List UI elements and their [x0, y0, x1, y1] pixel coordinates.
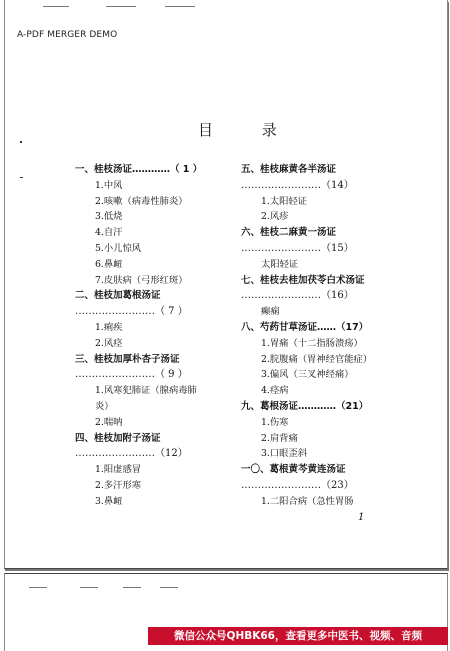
toc-sub-entry: 1.二阳合病（急性胃肠 [261, 495, 354, 507]
toc-sub-entry: 1.中风 [95, 179, 123, 191]
toc-sub-entry: 6.鼻衄 [95, 258, 123, 270]
toc-sub-entry: 1.阳虚感冒 [95, 464, 142, 476]
toc-chapter-entry: 四、桂枝加附子汤证 [75, 432, 161, 444]
toc-sub-entry: 3.低烧 [95, 211, 123, 223]
toc-sub-entry: 癫痫 [261, 306, 280, 318]
toc-sub-entry: 2.喘呐 [95, 416, 123, 428]
top-rule [106, 6, 136, 7]
watermark-text: A-PDF MERGER DEMO [17, 30, 118, 40]
toc-sub-entry: 3.口眼歪斜 [261, 448, 308, 460]
toc-page-leader: ……………………（ 9 ） [75, 369, 188, 381]
toc-sub-entry: 1.痢疾 [95, 321, 123, 333]
toc-page-leader: ……………………（23） [241, 479, 354, 491]
toc-sub-entry: 3.偏风（三叉神经痛） [261, 369, 354, 381]
toc-sub-entry: 2.肩背痛 [261, 432, 298, 444]
toc-sub-entry: 2.咳嗽（病毒性肺炎） [95, 195, 188, 207]
toc-page-leader: ……………………（16） [241, 290, 354, 302]
top-rule [160, 587, 178, 588]
toc-chapter-entry: 七、桂枝去桂加茯苓白术汤证 [241, 274, 365, 286]
toc-sub-entry: 4.痉病 [261, 385, 289, 397]
toc-page-leader: ……………………（15） [241, 242, 354, 254]
toc-chapter-entry: 六、桂枝二麻黄一汤证 [241, 227, 337, 239]
top-rule [165, 6, 195, 7]
toc-sub-entry: 1.伤寒 [261, 416, 289, 428]
toc-sub-entry: 2.风痉 [95, 337, 123, 349]
toc-sub-entry: 2.脘腹痛（胃神经官能症） [261, 353, 373, 365]
toc-sub-entry: 2.风疹 [261, 211, 289, 223]
toc-chapter-entry: 八、芍药甘草汤证……（17） [241, 321, 369, 333]
toc-page-leader: ……………………（14） [241, 179, 354, 191]
toc-sub-entry: 2.多汗形寒 [95, 479, 142, 491]
toc-sub-entry: 4.自汗 [95, 227, 123, 239]
toc-chapter-entry: 三、桂枝加厚朴杏子汤证 [75, 353, 180, 365]
toc-chapter-entry: 一、桂枝汤证…………（ 1 ） [75, 164, 203, 175]
toc-sub-entry: 1.风寒犯肺证（腺病毒肺 [95, 385, 197, 397]
toc-page-leader: ……………………（ 7 ） [75, 306, 188, 318]
top-rule [123, 587, 141, 588]
toc-sub-entry: 1.太阳轻证 [261, 195, 308, 207]
top-rule [43, 6, 69, 7]
toc-sub-entry: 炎） [95, 400, 114, 412]
toc-left-column [75, 162, 227, 510]
toc-sub-entry: 1.胃痛（十二指肠溃疡） [261, 337, 363, 349]
top-rule [29, 587, 47, 588]
top-rule [80, 587, 98, 588]
toc-page-leader: ……………………（12） [75, 448, 188, 460]
page-title: 目 录 [198, 121, 299, 139]
toc-sub-entry: 太阳轻证 [261, 258, 299, 270]
toc-sub-entry: 3.鼻衄 [95, 495, 123, 507]
toc-chapter-entry: 五、桂枝麻黄各半汤证 [241, 164, 337, 175]
scan-speck [20, 177, 23, 178]
toc-sub-entry: 5.小儿惊风 [95, 242, 142, 254]
toc-chapter-entry: 一〇、葛根黄芩黄连汤证 [241, 464, 346, 476]
toc-chapter-entry: 九、葛根汤证…………（21） [241, 400, 369, 412]
toc-chapter-entry: 二、桂枝加葛根汤证 [75, 290, 161, 302]
promo-banner: 微信公众号QHBK66，查看更多中医书、视频、音频 [148, 627, 448, 645]
toc-sub-entry: 7.皮肤病（弓形红斑） [95, 274, 188, 286]
scan-speck [20, 141, 22, 143]
toc-right-column [241, 162, 389, 510]
page-number: 1 [358, 512, 365, 523]
